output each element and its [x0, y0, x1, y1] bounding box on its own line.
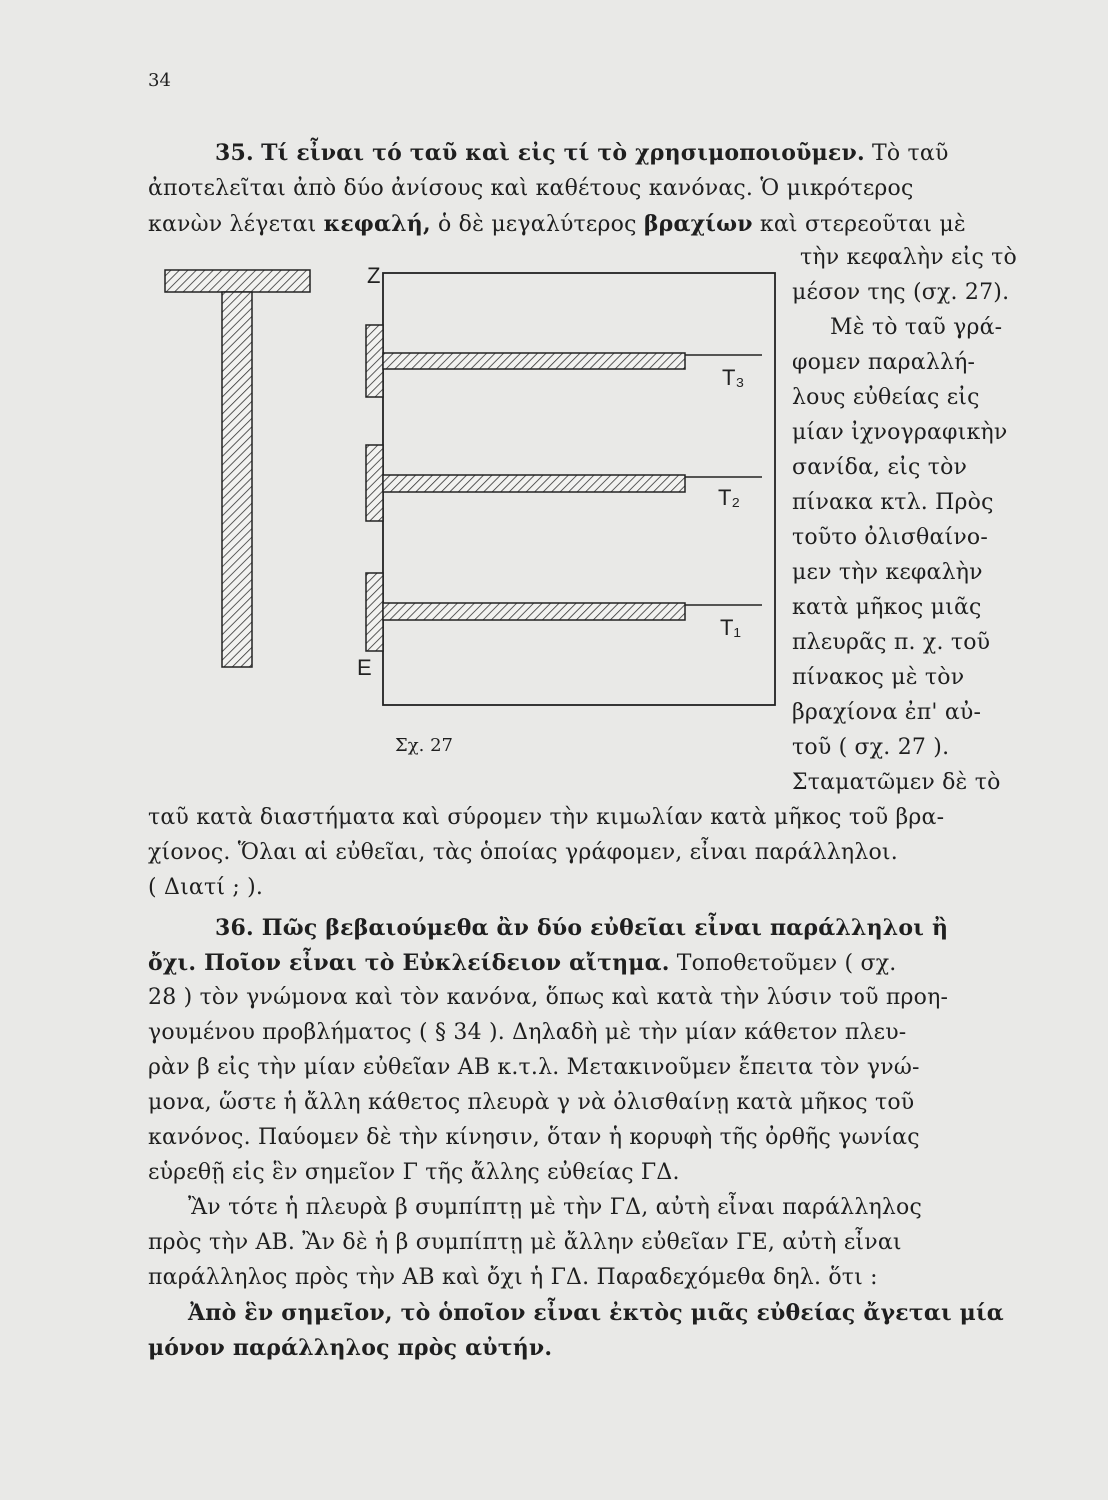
term-kefali: κεφαλή, [323, 211, 431, 237]
t1-head [366, 573, 383, 651]
side-line: μέσον της (σχ. 27). [792, 280, 1010, 305]
side-line: τὴν κεφαλὴν εἰς τὸ [800, 245, 1017, 270]
side-line: μίαν ἰχνογραφικὴν [792, 420, 1008, 445]
side-line: λους εὐθείας εἰς [792, 385, 980, 410]
label-t1: T₁ [720, 615, 741, 640]
label-t2: T₂ [718, 485, 740, 510]
section-35-after-line-2: χίονος. Ὅλαι αἱ εὐθεῖαι, τὰς ὁποίας γράφομεν, εἶναι παράλληλοι. [148, 840, 898, 865]
label-t3: T₃ [722, 365, 745, 390]
label-e: Ε [357, 655, 372, 680]
t3-blade [383, 353, 685, 369]
section-36-line2-tail: Τοποθετοῦμεν ( σχ. [676, 951, 897, 976]
text-fragment: κανὼν λέγεται [148, 212, 317, 237]
section-36-heading-line-1 [215, 915, 948, 941]
side-line: φομεν παραλλή- [792, 350, 976, 375]
side-line: μεν τὴν κεφαλὴν [792, 560, 983, 585]
side-line: Σταματῶμεν δὲ τὸ [792, 770, 1001, 795]
t2-head [366, 445, 383, 521]
section-36-number: 36. [215, 915, 254, 941]
t2-blade [383, 475, 685, 492]
figure-27-t-square [160, 255, 800, 765]
section-35-line-3 [148, 211, 966, 237]
section-36-body-line: 28 ) τὸν γνώμονα καὶ τὸν κανόνα, ὅπως καὶ κατὰ τὴν λύσιν τοῦ προη- [148, 985, 949, 1010]
euclid-axiom-line-1: Ἀπὸ ἓν σημεῖον, τὸ ὁποῖον εἶναι ἐκτὸς μιᾶς εὐθείας ἄγεται μία [188, 1300, 1004, 1326]
section-36-body-line: εὑρεθῇ εἰς ἓν σημεῖον Γ τῆς ἄλλης εὐθείας ΓΔ. [148, 1160, 680, 1185]
t3-head [366, 325, 383, 397]
section-36-heading-1: Πῶς βεβαιούμεθα ἂν δύο εὐθεῖαι εἶναι παράλληλοι ἢ [261, 915, 949, 941]
section-35-heading-line [215, 140, 949, 166]
section-36-body-line: παράλληλος πρὸς τὴν ΑΒ καὶ ὄχι ἡ ΓΔ. Παραδεχόμεθα δηλ. ὅτι : [148, 1265, 878, 1290]
section-36-body-line: κανόνος. Παύομεν δὲ τὴν κίνησιν, ὅταν ἡ κορυφὴ τῆς ὀρθῆς γωνίας [148, 1125, 920, 1150]
side-line: κατὰ μῆκος μιᾶς [792, 595, 982, 620]
t-square-head [165, 270, 310, 292]
section-36-body-line: ρὰν β εἰς τὴν μίαν εὐθεῖαν ΑΒ κ.τ.λ. Μετακινοῦμεν ἔπειτα τὸν γνώ- [148, 1055, 920, 1080]
section-36-body-line: γουμένου προβλήματος ( § 34 ). Δηλαδὴ μὲ τὴν μίαν κάθετον πλευ- [148, 1020, 907, 1045]
page-number: 34 [148, 70, 171, 91]
side-line: σανίδα, εἰς τὸν [792, 455, 968, 480]
text-fragment: ὁ δὲ μεγαλύτερος [438, 212, 637, 237]
side-line: βραχίονα ἐπ' αὐ- [792, 700, 982, 725]
side-line: Μὲ τὸ ταῦ γρά- [830, 315, 1003, 340]
side-line: πίνακος μὲ τὸν [792, 665, 965, 690]
side-line: τοῦτο ὀλισθαίνο- [792, 525, 989, 550]
side-line: πίνακα κτλ. Πρὸς [792, 490, 994, 515]
section-36-heading-line-2 [148, 950, 896, 976]
side-line: πλευρᾶς π. χ. τοῦ [792, 630, 991, 655]
section-35-heading: Τί εἶναι τό ταῦ καὶ εἰς τί τὸ χρησιμοποιοῦμεν. [261, 140, 865, 166]
figure-caption: Σχ. 27 [395, 735, 453, 756]
section-35-after-line-3: ( Διατί ; ). [148, 875, 264, 900]
section-35-after-line-1: ταῦ κατὰ διαστήματα καὶ σύρομεν τὴν κιμωλίαν κατὰ μῆκος τοῦ βρα- [148, 805, 945, 830]
t1-blade [383, 603, 685, 620]
section-36-body-line: μονα, ὥστε ἡ ἄλλη κάθετος πλευρὰ γ νὰ ὀλισθαίνῃ κατὰ μῆκος τοῦ [148, 1090, 915, 1115]
side-line: τοῦ ( σχ. 27 ). [792, 735, 950, 760]
euclid-axiom-line-2: μόνον παράλληλος πρὸς αὐτήν. [148, 1335, 553, 1361]
section-35-number: 35. [215, 140, 254, 166]
section-36-body-line: πρὸς τὴν ΑΒ. Ἂν δὲ ἡ β συμπίπτῃ μὲ ἄλλην εὐθεῖαν ΓΕ, αὐτὴ εἶναι [148, 1230, 902, 1255]
term-brachion: βραχίων [643, 211, 753, 237]
t-square-blade [222, 292, 252, 667]
section-35-line1-tail: Τὸ ταῦ [872, 141, 949, 166]
section-36-heading-2: ὄχι. Ποῖον εἶναι τὸ Εὐκλείδειον αἴτημα. [148, 950, 670, 976]
section-36-body-line: Ἂν τότε ἡ πλευρὰ β συμπίπτῃ μὲ τὴν ΓΔ, αὐτὴ εἶναι παράλληλος [188, 1195, 922, 1220]
text-fragment: καὶ στερεοῦται μὲ [759, 212, 966, 237]
label-z: Z [367, 263, 381, 288]
section-35-line-2: ἀποτελεῖται ἀπὸ δύο ἀνίσους καὶ καθέτους κανόνας. Ὁ μικρότερος [148, 176, 914, 201]
